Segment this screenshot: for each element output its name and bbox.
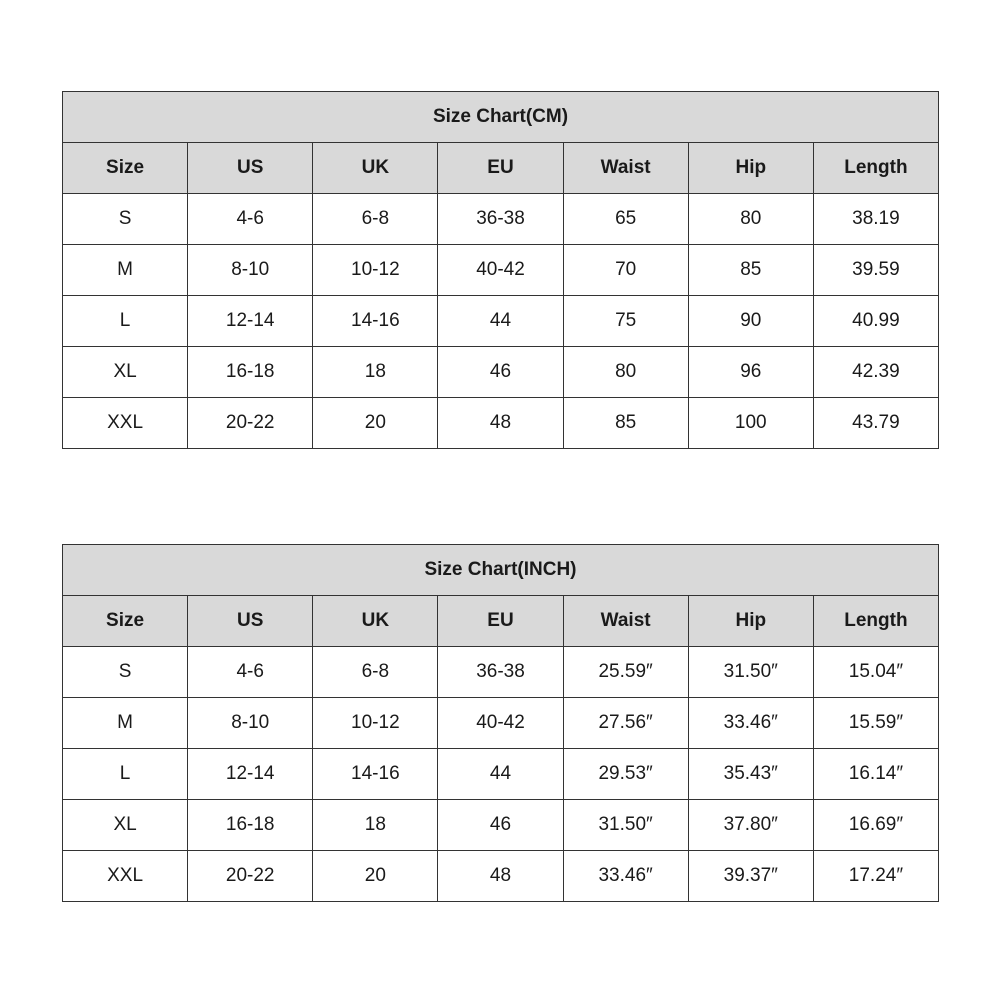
table-cell: 18 — [313, 800, 438, 851]
table-cell: 42.39 — [813, 347, 938, 398]
table-cell: 4-6 — [188, 647, 313, 698]
table-cell: 39.37″ — [688, 851, 813, 902]
table-row — [63, 194, 939, 245]
table-cell: 85 — [563, 398, 688, 449]
table-cell: 16.14″ — [813, 749, 938, 800]
table-cell: 33.46″ — [688, 698, 813, 749]
table-cell: 40-42 — [438, 245, 563, 296]
table-cell: XL — [63, 800, 188, 851]
table-cell: 10-12 — [313, 245, 438, 296]
table-cell: 20 — [313, 851, 438, 902]
table-row — [63, 296, 939, 347]
table-row — [63, 749, 939, 800]
table-row — [63, 245, 939, 296]
table-cell: 20-22 — [188, 851, 313, 902]
table-cell: M — [63, 698, 188, 749]
table-cell: 29.53″ — [563, 749, 688, 800]
table-cell: M — [63, 245, 188, 296]
table-cell: 16.69″ — [813, 800, 938, 851]
table-title: Size Chart(CM) — [63, 92, 939, 143]
table-cell: 36-38 — [438, 647, 563, 698]
column-header-size: Size — [63, 143, 188, 194]
table-cell: 39.59 — [813, 245, 938, 296]
table-row — [63, 647, 939, 698]
table-cell: 90 — [688, 296, 813, 347]
column-header-waist: Waist — [563, 596, 688, 647]
table-cell: 40.99 — [813, 296, 938, 347]
table-row — [63, 851, 939, 902]
table-cell: 10-12 — [313, 698, 438, 749]
table-cell: S — [63, 647, 188, 698]
table-cell: 37.80″ — [688, 800, 813, 851]
table-cell: 20-22 — [188, 398, 313, 449]
table-cell: 43.79 — [813, 398, 938, 449]
table-cell: 38.19 — [813, 194, 938, 245]
column-header-uk: UK — [313, 143, 438, 194]
table-title-row — [63, 545, 939, 596]
table-header-row — [63, 596, 939, 647]
table-cell: 46 — [438, 347, 563, 398]
table-cell: 31.50″ — [563, 800, 688, 851]
table-cell: 48 — [438, 851, 563, 902]
column-header-uk: UK — [313, 596, 438, 647]
table-cell: 33.46″ — [563, 851, 688, 902]
table-cell: 25.59″ — [563, 647, 688, 698]
table-cell: 65 — [563, 194, 688, 245]
table-cell: 6-8 — [313, 647, 438, 698]
table-cell: 6-8 — [313, 194, 438, 245]
table-cell: 17.24″ — [813, 851, 938, 902]
table-cell: 16-18 — [188, 347, 313, 398]
column-header-eu: EU — [438, 596, 563, 647]
table-cell: 36-38 — [438, 194, 563, 245]
table-cell: 44 — [438, 749, 563, 800]
table-cell: 15.04″ — [813, 647, 938, 698]
table-cell: XXL — [63, 398, 188, 449]
table-cell: 12-14 — [188, 749, 313, 800]
column-header-waist: Waist — [563, 143, 688, 194]
table-cell: 75 — [563, 296, 688, 347]
table-row — [63, 398, 939, 449]
table-header-row — [63, 143, 939, 194]
table-cell: 14-16 — [313, 749, 438, 800]
table-cell: S — [63, 194, 188, 245]
size-chart-cm-table — [62, 91, 939, 449]
table-cell: 48 — [438, 398, 563, 449]
table-row — [63, 698, 939, 749]
column-header-length: Length — [813, 143, 938, 194]
table-cell: 31.50″ — [688, 647, 813, 698]
table-cell: 20 — [313, 398, 438, 449]
table-cell: 70 — [563, 245, 688, 296]
table-cell: XXL — [63, 851, 188, 902]
column-header-us: US — [188, 143, 313, 194]
table-cell: 15.59″ — [813, 698, 938, 749]
table-cell: 80 — [563, 347, 688, 398]
table-cell: 100 — [688, 398, 813, 449]
table-cell: 85 — [688, 245, 813, 296]
table-cell: 12-14 — [188, 296, 313, 347]
table-cell: 8-10 — [188, 245, 313, 296]
table-cell: XL — [63, 347, 188, 398]
size-chart-inch-table — [62, 544, 939, 902]
table-cell: 14-16 — [313, 296, 438, 347]
table-cell: 46 — [438, 800, 563, 851]
table-title-row — [63, 92, 939, 143]
table-cell: 96 — [688, 347, 813, 398]
column-header-hip: Hip — [688, 143, 813, 194]
table-cell: 16-18 — [188, 800, 313, 851]
table-row — [63, 347, 939, 398]
column-header-us: US — [188, 596, 313, 647]
column-header-hip: Hip — [688, 596, 813, 647]
table-cell: 44 — [438, 296, 563, 347]
table-row — [63, 800, 939, 851]
table-cell: 8-10 — [188, 698, 313, 749]
column-header-length: Length — [813, 596, 938, 647]
table-cell: 40-42 — [438, 698, 563, 749]
table-title: Size Chart(INCH) — [63, 545, 939, 596]
table-cell: 4-6 — [188, 194, 313, 245]
table-cell: 80 — [688, 194, 813, 245]
table-cell: 35.43″ — [688, 749, 813, 800]
column-header-size: Size — [63, 596, 188, 647]
table-cell: L — [63, 749, 188, 800]
column-header-eu: EU — [438, 143, 563, 194]
table-cell: 18 — [313, 347, 438, 398]
table-cell: 27.56″ — [563, 698, 688, 749]
table-cell: L — [63, 296, 188, 347]
